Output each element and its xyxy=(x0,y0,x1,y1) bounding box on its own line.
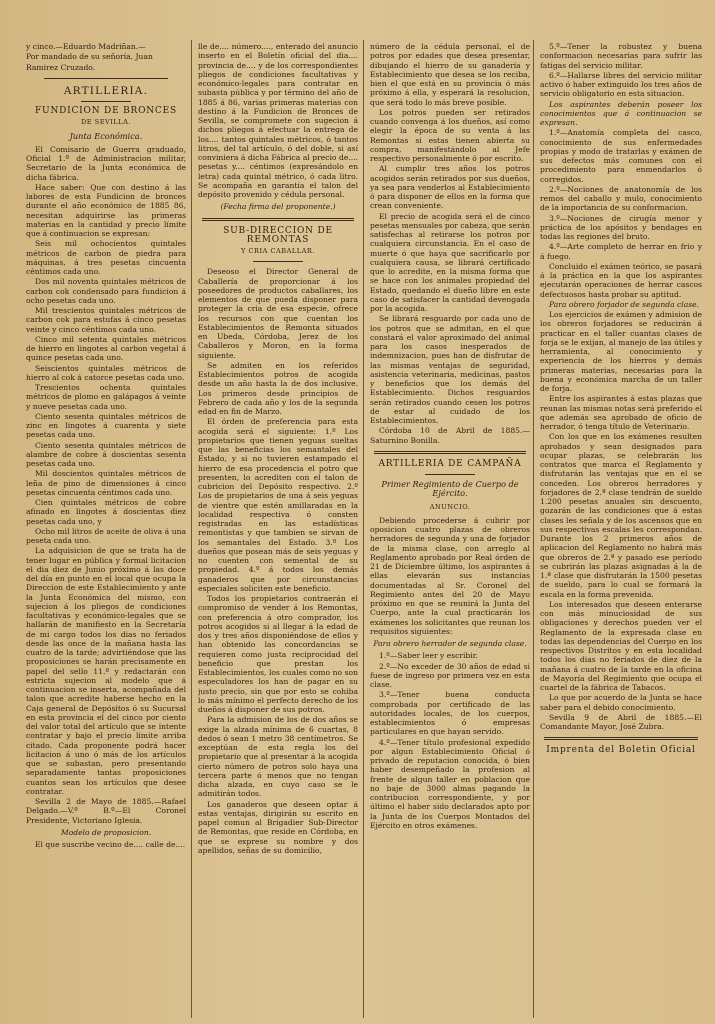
list-item: 2.º—No exceder de 30 años de edad si fuese de ingreso por primera vez en esta clase. xyxy=(370,661,530,689)
paragraph: Seis mil ochocientos quintales métricos de carbon de piedra para máquinas, á tres pesetas cincuenta céntimos cada uno. xyxy=(26,239,186,276)
divider xyxy=(202,218,354,221)
paragraph: Seiscientos quintales métricos de hierro al cok á catorce pesetas cada uno. xyxy=(26,363,186,382)
regiment-subheading: Primer Regimiento de Cuerpo de Ejército. xyxy=(381,479,519,499)
paragraph: Todos los propietarios contraerán el compromiso de vender á los Remontas, con preferencia á otro comprador, los potros acogidos si al llegar á la edad de dos y tres años disponiéndose de ellos y han obtenido las concordancias se requieren como justa reciprocidad del beneficio que prestan los Establecimientos, los cuales como no son especuladores los han de pagar en su justo precio, sin que por esto se cohiba lo más mínimo el perfecto derecho de los dueños á disponer de sus potros. xyxy=(198,594,358,714)
announcement-label: ANUNCIO. xyxy=(429,502,471,511)
column-3 xyxy=(370,42,530,1017)
model-heading: Modelo de proposicion. xyxy=(60,827,152,837)
paragraph: número de la cédula personal, el de potros por edades que desea presentar, dibujando el hierro de su ganadería y Establecimiento que desea se los reciba, bien el que está en su provincia ó más próximo á ella, y esperará la resolucion, que será todo lo más breve posible. xyxy=(370,42,530,107)
list-item: 1.º—Anatomía completa del casco, conocimiento de sus enfermedades propias y modo de tratarlas y exámen de sus defectos más comunes con el procedimiento para enmendarlos ó corregidos. xyxy=(540,128,702,184)
list-item: 4.º—Arte completo de herrar en frio y á fuego. xyxy=(540,242,702,261)
paragraph: Se librará resguardo por cada uno de los potros que se admitan, en el que constará el valor aproximado del animal para los casos inesperados de indemnizacion, pues han de disfrutar de las mismas ventajas de seguridad, asistencia veterinaria, medicinas, pastos y beneficios que los demás del Establecimiento. Dichos resguardos serán retirados cuando cesen los potros de estar al cuidado de los Establecimientos. xyxy=(370,314,530,425)
paragraph: Los potros pueden ser retirados cuando convenga á los dueños, así como elegir la época de su venta á las Remontas si estas tienen abierta su compra, manifestándolo al Jefe respectivo personalmente ó por escrito. xyxy=(370,107,530,163)
paragraph: Sevilla 9 de Abril de 1885.—El Comandante Mayor, José Zubra. xyxy=(540,712,702,731)
text-line: Ramirez Cruzado. xyxy=(26,62,96,72)
paragraph: Sevilla 2 de Mayo de 1885.—Rafael Delgado.—V.º B.º—El Coronel Presidente, Victoriano Iglesia. xyxy=(26,797,186,825)
paragraph: Mil doscientos quintales métricos de leña de pino de dimensiones á cinco pesetas cincuenta céntimos cada uno. xyxy=(26,469,186,497)
section-subheading: Y CRIA CABALLAR. xyxy=(241,247,315,255)
paragraph: Córdoba 10 de Abril de 1885.—Saturnino Bonilla. xyxy=(370,426,530,445)
paragraph: Deseoso el Director General de Caballería de proporcionar á los poseedores de productos caballares, los elementos de que pueda disponer para proteger la cria de esa especie, ofrece los recursos con que cuentan los Establecimientos de Remonta situados en Ubeda, Córdoba, Jerez de los Caballeros y Moron, en la forma siguiente. xyxy=(198,267,358,360)
paragraph: Cinco mil setenta quintales métricos de hierro en lingotes al carbon vegetal á quince pesetas cada uno. xyxy=(26,334,186,363)
list-item: 3.º—Tener buena conducta comprobada por certificado de las autoridades locales, de los cuerpos, establecimientos ó empresas particulares en que hayan servido. xyxy=(370,690,530,737)
list-item: 1.º—Saber leer y escribir. xyxy=(379,651,478,661)
text-line: Por mandado de su señoría, Juan xyxy=(26,52,153,62)
paragraph: Ciento sesenta quintales métricos de zinc en lingotes á cuarenta y siete pesetas cada uno. xyxy=(26,411,186,440)
divider xyxy=(253,261,303,262)
column-divider xyxy=(191,40,192,1018)
subheading: Los aspirantes deberán poseer los conocimientos que á continuacion se expresan. xyxy=(540,99,702,127)
paragraph: Con los que en los exámenes resulten aprobados y sean designados para ocupar plazas, se celebrarán los contratos que marca el Reglamento y disfrutarán las ventajas que en el se conceden. Los obreros herradores y forjadores de 2.ª clase tendrán de sueldo 1.200 pesetas anuales sin descuento, gozarán de las condiciones que á estas clases les señala y de los ascensos que en sus respectivas escalas les correspondan. Durante los 2 primeros años de aplicacion del Reglamento no habrá más que obreros de 2.ª y pasado ese período se cubrirán las plazas asignadas á la de 1.ª clase que disfrutarán la 1500 pesetas de sueldo, para lo cual se formará la escala en la forma prevenida. xyxy=(540,432,702,599)
column-divider xyxy=(363,40,364,1018)
paragraph: El Comisario de Guerra graduado, Oficial 1.º de Administracion militar, Secretario de la Junta económica de dicha fábrica. xyxy=(26,144,186,182)
divider xyxy=(44,78,168,79)
paragraph: Se admiten en los referidos Establecimientos potros de acogida desde un año hasta la de dos inclusive. Los primeros desde principios de Febrero de cada año y los de la segunda edad en fin de Marzo. xyxy=(198,360,358,416)
paragraph: Los ganaderos que deseen optar á estas ventajas, dirigirán su escrito en papel comun al Brigadier Sub-Director de Remontas, que reside en Córdoba, en que se exprese su nombre y dos apellidos, señas de su domicilio, xyxy=(198,799,358,855)
notice-title: FUNDICION DE BRONCES xyxy=(35,106,177,116)
column-2 xyxy=(198,42,358,1017)
list-item: 2.º—Nociones de anatonomía de los remos del caballo y mulo, conocimiento de la importancia de su conformacion. xyxy=(540,184,702,213)
paragraph: Lo que por acuerdo de la Junta se hace saber para el debido conocimiento. xyxy=(540,693,702,712)
paragraph: Concluido el exámen teórico, se pasará á la práctica en la que los aspirantes ejecutarán operaciones de herrar cascos defectuosos hasta probar su aptitud. xyxy=(540,261,702,299)
section-heading: SUB-DIRECCION DE REMONTAS xyxy=(223,225,333,245)
paragraph: Cien quintales métricos de cobre afinado en lingotes á doscientas diez pesetas cada uno, y xyxy=(26,498,186,526)
paragraph: La adquisicion de que se trata ha de tener lugar en pública y formal licitacion el dia diez de Junio próximo á las doce del día en punto en el local que ocupa la Direccion de este Establecimiento y ante la Junta Económica del mismo, con sujecion á los pliegos de condiciones facultativas y económico-legales que se hallarán de manifiesto en la Secretaría de mi cargo todos los dias no feriados desde las once de la mañana hasta las cuatro de la tarde; advirtiéndose que las proposiciones se harán precisamente en papel del sello 11.º y redactarán con estricta sujecion al modelo que á continuacion se inserta, acompañada del talon que acredite haberse hecho en la Caja general de Depósitos ó su Sucursal en esta provincia el del cinco por ciento del valor total del artículo que se intente contratar y bajo el precio límite arriba citado. Cada proponente podrá hacer licitacion á uno ó más de los artículos que se subastan, pero presentando separadamente tantas proposiciones cuantos sean los artículos que desee contratar. xyxy=(26,546,186,796)
paragraph: Los interesados que deseen enterarse con más minuciosidad de sus obligaciones y derechos pueden ver el Reglamento de la expresada clase en todas las dependencias del Cuerpo en los respectivos Distritos y en esta localidad todos los dias no feriados de diez de la mañana á cuatro de la tarde en la oficina de Mayoría del Regimiento que ocupa el cuartel de la fábrica de Tabacos. xyxy=(540,599,702,692)
divider xyxy=(81,101,131,102)
paragraph: Para la admision de los de dos años se exige la alzada mínima de 6 cuartas, 8 dedos ó sean 1 metro 38 centímetros. Se exceptúan de esta regla los del propietario que al presentar á la acogida cierto número de potros solo haya una tercera parte ó menos que no tengan dicha alzada, en cuyo caso se le admitirán todos. xyxy=(198,715,358,799)
list-item: 4.º—Tener título profesional expedido por algun Establecimiento Oficial ó privado de reputacion conocida, ó bien haber desempeñado la profesion al frente de algun taller en poblacion que no baje de 3000 almas pagando la contribucion correspondiente, y por último el haber sido declarados apto por la Junta de los Cuerpos Montados del Ejército en otros exámenes. xyxy=(370,737,530,830)
paragraph: El órden de preferencia para esta acogida será el siguiente: 1.º Los propietarios que tienen yeguas sueltas que las beneficias los semantales del Estado, y si no tuvieren estampado el hierro de esa procedencia el potro que presenten, lo acrediten con el talon de cubricion del Depósito respectivo. 2.º Los de propietarios de una á seis yeguas de vientre que estén amillaradas en la localidad respectiva ó consten registradas en las estadísticas remontistas y que tambien se sirvan de los semantales del Estado. 3.º Los dueños que posean más de seis yeguas y no cuenten con semental de su propiedad. 4.º á todos los demás ganaderos que por circunstancias especiales soliciten este beneficio. xyxy=(198,417,358,593)
divider xyxy=(374,451,526,454)
paragraph: Debiendo procederse á cubrir por oposicion cuatro plazas de obreros herradores de segunda y una de forjador de la misma clase, con arreglo al Reglamento aprobado por Real órden de 21 de Diciembre último, los aspirantes á ellas elevarán sus instancias documentadas al Sr. Coronel del Regimiento antes del 20 de Mayo próximo en que se reunirá la Junta del Cuerpo, ante la cual practicarán los exámenes los solicitantes que reunan los requisitos siguientes: xyxy=(370,515,530,636)
paragraph: Dos mil noventa quintales métricos de carbon cok condensado para fundicion á ocho pesetas cada uno. xyxy=(26,277,186,305)
column-1 xyxy=(26,42,186,1017)
printer-footer: Imprenta del Boletin Oficial xyxy=(546,745,696,756)
section-heading: ARTILLERIA DE CAMPAÑA xyxy=(378,458,522,469)
column-4 xyxy=(540,42,702,1017)
list-item: 5.º—Tener la robustez y buena conformacion necesarias para sufrir las fatigas del servicio militar. xyxy=(540,42,702,70)
divider xyxy=(425,474,475,475)
text-line: y cinco.—Eduardo Madriñan.— xyxy=(26,42,146,51)
paragraph: Entre los aspirantes á estas plazas que reunan las mismas notas será preferido el que además sea aprobado de oficio de herrador, ó tenga título de Veterinario. xyxy=(540,394,702,431)
subheading: Para obrero forjador de segunda clase. xyxy=(549,299,700,309)
paragraph: Hace saber: Que con destino á las labores de esta Fundicion de bronces durante el año económico de 1885 86, necesitan adquirirse las primeras materias en la cantidad y precio límite que á continuacion se expresan: xyxy=(26,182,186,238)
column-divider xyxy=(533,40,534,1018)
paragraph: Mil trescientos quintales métricos de carbon cok para estufas á cinco pesetas veinte y cinco céntimos cada uno. xyxy=(26,306,186,334)
paragraph: Los ejercicios de exámen y admision de los obreros forjadores se reducirán á practicar en el taller cuantas clases de forja se le exijan, al manejo de las útiles y herramienta, al conocimiento y experiencia de los hierros y demás primeras materias, necesarias para la buena y económica marcha de un taller de forja. xyxy=(540,310,702,393)
list-item: 6.º—Hallarse libres del servicio militar activo ó haber extinguido los tres años de servicio obligatorio en esta situacion. xyxy=(540,70,702,99)
paragraph: Ciento sesenta quintales métricos de alambre de cobre á doscientas sesenta pesetas cada uno. xyxy=(26,440,186,468)
section-heading: ARTILLERIA. xyxy=(63,84,149,97)
divider xyxy=(544,737,698,740)
paragraph: El precio de acogida será el de cinco pesetas mensuales por cabeza, que serán satisfechas al retirarse los potros por cualquiera circunstancia. En el caso de muerte ó que haya que sacrificarlo por cualquiera causa, se librará certificado que lo acredite, en la misma forma que se hace con los animales propiedad del Estado, quedando el dueño libre en este caso de satisfacer la cantidad devengada por la acogida. xyxy=(370,211,530,313)
list-item: 3.º—Nociones de cirugía menor y práctica de los apósitos y bendages en todas las regiones del bruto. xyxy=(540,213,702,241)
paragraph: Ocho mil litros de aceite de oliva á una peseta cada uno. xyxy=(26,526,186,545)
notice-subtitle: Junta Económica. xyxy=(69,130,143,141)
subheading: Para obrero herrador de segunda clase. xyxy=(373,639,527,648)
paragraph: lle de.... número...., enterado del anuncio inserto en el Boletín oficial del dia.... provincia de.... y de los correspondientes pliegos de condiciones facultativas y económico-legales para contratar en subasta pública y por término del año de 1885 á 86, varias primeras materias con destino á la Fundicion de Bronces de Sevilla, se compromete con sugecion á dichos pliegos á efectuar la entrega de los.... tantos quintales métricos, ó tantos litros, del tal artículo, ó del doble, si así conviniera á dicha Fábrica al precio de.... pesetas y.... céntimos (expresándolo en letra) cada quintal métrico, ó cada litro. Se acompaña en garantía el talon del depósito provenido y cédula personal. xyxy=(198,42,358,199)
notice-city: DE SEVILLA. xyxy=(80,118,131,127)
paragraph: El que suscribe vecino de.... calle de.... xyxy=(35,840,186,849)
signature-line: (Fecha firma del proponente.) xyxy=(220,202,336,212)
paragraph: Trescientos ochenta quintales métricos de plomo en galápagos á veinte y nueve pesetas cada uno. xyxy=(26,383,186,411)
paragraph: Al cumplir tres años los potros acogidos serán retirados por sus dueños, ya sea para venderlos al Establecimiento ó para disponer de ellos en la forma que crean conveniente. xyxy=(370,164,530,211)
